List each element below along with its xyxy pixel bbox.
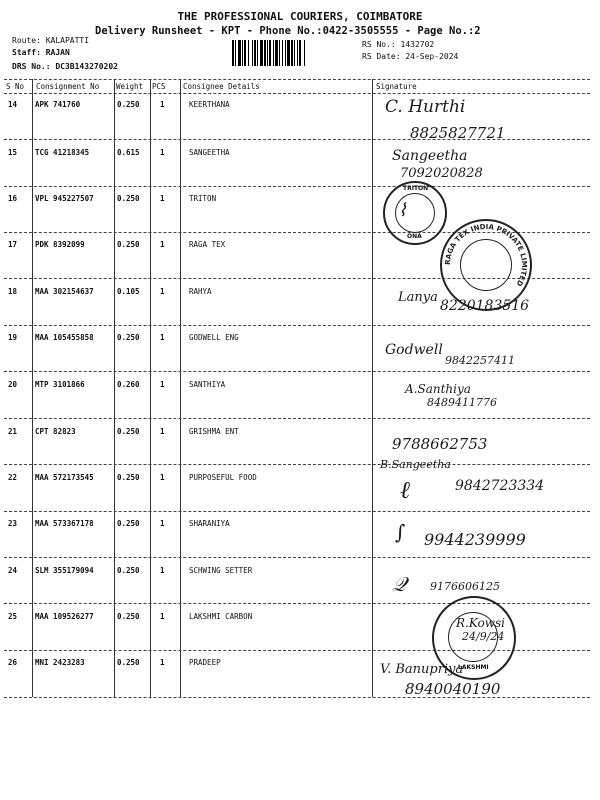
row-divider bbox=[4, 511, 590, 512]
row-consignee: LAKSHMI CARBON bbox=[189, 612, 253, 621]
route-label: Route: KALAPATTI bbox=[12, 36, 90, 45]
row-weight: 0.250 bbox=[117, 566, 140, 575]
row-consignee: SANTHIYA bbox=[189, 380, 226, 389]
row-sno: 19 bbox=[8, 333, 18, 342]
row-sno: 16 bbox=[8, 194, 18, 203]
signature-14-name: C. Hurthi bbox=[385, 97, 466, 117]
row-pcs: 1 bbox=[160, 194, 165, 203]
signature-25-name: R.Kowsi bbox=[456, 616, 505, 630]
signature-21-phone: 9788662753 bbox=[392, 435, 488, 453]
row-consignment-no: MAA 109526277 bbox=[35, 612, 94, 621]
row-pcs: 1 bbox=[160, 148, 165, 157]
row-sno: 20 bbox=[8, 380, 18, 389]
row-consignment-no: CPT 82823 bbox=[35, 427, 76, 436]
row-sno: 26 bbox=[8, 658, 18, 667]
signature-22-phone: 9842723334 bbox=[455, 478, 545, 494]
row-consignee: PRADEEP bbox=[189, 658, 221, 667]
row-divider bbox=[4, 371, 590, 372]
row-pcs: 1 bbox=[160, 473, 165, 482]
row-divider bbox=[4, 418, 590, 419]
row-consignment-no: MTP 3101866 bbox=[35, 380, 85, 389]
row-weight: 0.615 bbox=[117, 148, 140, 157]
col-header-weight: Weight bbox=[116, 82, 144, 91]
row-consignment-no: APK 741760 bbox=[35, 100, 81, 109]
svg-text:RAGA TEX INDIA PRIVATE LIMITED bbox=[444, 223, 528, 288]
signature-25-date: 24/9/24 bbox=[462, 630, 505, 643]
row-consignee: RAHYA bbox=[189, 287, 212, 296]
lakshmi-carbon-stamp: LAKSHMI bbox=[432, 596, 516, 680]
row-divider bbox=[4, 557, 590, 558]
row-consignee: RAGA TEX bbox=[189, 240, 226, 249]
row-divider bbox=[4, 325, 590, 326]
row-pcs: 1 bbox=[160, 566, 165, 575]
row-sno: 15 bbox=[8, 148, 18, 157]
row-weight: 0.250 bbox=[117, 612, 140, 621]
signature-20-phone: 8489411776 bbox=[427, 396, 497, 409]
row-weight: 0.250 bbox=[117, 100, 140, 109]
row-consignment-no: MAA 573367178 bbox=[35, 519, 94, 528]
row-consignee: GRISHMA ENT bbox=[189, 427, 239, 436]
row-consignee: TRITON bbox=[189, 194, 217, 203]
signature-26-name: V. Banupriya bbox=[380, 662, 464, 677]
signature-24-mark: 𝒬 bbox=[392, 572, 407, 596]
signature-22-mark: ℓ bbox=[400, 476, 410, 504]
row-pcs: 1 bbox=[160, 519, 165, 528]
row-pcs: 1 bbox=[160, 380, 165, 389]
raga-stamp-text: RAGA TEX INDIA PRIVATE LIMITED bbox=[443, 222, 529, 288]
row-sno: 21 bbox=[8, 427, 18, 436]
rs-number: RS No.: 1432702 bbox=[362, 40, 435, 49]
row-consignee: KEERTHANA bbox=[189, 100, 230, 109]
company-title: THE PROFESSIONAL COURIERS, COIMBATORE bbox=[177, 10, 423, 23]
row-consignee: GODWELL ENG bbox=[189, 333, 239, 342]
signature-18-phone: 8220183516 bbox=[440, 298, 530, 314]
signature-20-name: A.Santhiya bbox=[405, 382, 471, 396]
signature-23-mark: ∫ bbox=[395, 520, 406, 544]
row-consignment-no: SLM 355179094 bbox=[35, 566, 94, 575]
row-consignment-no: MAA 572173545 bbox=[35, 473, 94, 482]
row-sno: 14 bbox=[8, 100, 18, 109]
runsheet-subtitle: Delivery Runsheet - KPT - Phone No.:0422-3505555 - Page No.:2 bbox=[95, 25, 481, 37]
col-header-pcs: PCS bbox=[152, 82, 166, 91]
row-divider bbox=[4, 603, 590, 604]
row-consignment-no: MNI 2423283 bbox=[35, 658, 85, 667]
col-header-consignee: Consignee Details bbox=[183, 82, 260, 91]
table-top-rule bbox=[4, 79, 590, 80]
row-pcs: 1 bbox=[160, 287, 165, 296]
row-weight: 0.250 bbox=[117, 333, 140, 342]
signature-15-phone: 7092020828 bbox=[400, 166, 483, 181]
header-rule bbox=[4, 93, 590, 94]
row-consignment-no: PDK 8392099 bbox=[35, 240, 85, 249]
row-weight: 0.250 bbox=[117, 519, 140, 528]
col-divider bbox=[32, 79, 33, 697]
col-divider bbox=[372, 79, 373, 697]
row-weight: 0.250 bbox=[117, 658, 140, 667]
row-divider bbox=[4, 464, 590, 465]
signature-21-name: B.Sangeetha bbox=[380, 458, 451, 471]
row-pcs: 1 bbox=[160, 658, 165, 667]
row-consignment-no: MAA 302154637 bbox=[35, 287, 94, 296]
row-pcs: 1 bbox=[160, 333, 165, 342]
col-header-consignment: Consignment No bbox=[36, 82, 100, 91]
row-consignee: SCHWING SETTER bbox=[189, 566, 253, 575]
row-sno: 24 bbox=[8, 566, 18, 575]
rs-date: RS Date: 24-Sep-2024 bbox=[362, 52, 459, 61]
col-divider bbox=[114, 79, 115, 697]
row-sno: 25 bbox=[8, 612, 18, 621]
row-sno: 23 bbox=[8, 519, 18, 528]
row-weight: 0.250 bbox=[117, 427, 140, 436]
triton-company-stamp: TRITON ONA bbox=[383, 181, 447, 245]
row-consignee: SHARANIYA bbox=[189, 519, 230, 528]
row-consignee: PURPOSEFUL FOOD bbox=[189, 473, 257, 482]
row-divider bbox=[4, 697, 590, 698]
row-consignment-no: MAA 105455858 bbox=[35, 333, 94, 342]
row-divider bbox=[4, 186, 590, 187]
col-divider bbox=[150, 79, 151, 697]
signature-23-phone: 9944239999 bbox=[424, 530, 526, 549]
row-consignment-no: TCG 41218345 bbox=[35, 148, 90, 157]
row-pcs: 1 bbox=[160, 612, 165, 621]
staff-label: Staff: RAJAN bbox=[12, 48, 70, 57]
row-pcs: 1 bbox=[160, 240, 165, 249]
signature-19-phone: 9842257411 bbox=[445, 354, 515, 367]
row-weight: 0.105 bbox=[117, 287, 140, 296]
signature-14-phone: 8825827721 bbox=[410, 124, 506, 142]
signature-26-phone: 8940040190 bbox=[405, 680, 501, 698]
signature-15-name: Sangeetha bbox=[392, 148, 468, 164]
row-consignee: SANGEETHA bbox=[189, 148, 230, 157]
signature-16-mark: ⌇ bbox=[398, 200, 407, 221]
row-pcs: 1 bbox=[160, 100, 165, 109]
row-weight: 0.250 bbox=[117, 194, 140, 203]
col-header-signature: Signature bbox=[376, 82, 417, 91]
row-weight: 0.250 bbox=[117, 473, 140, 482]
drs-number: DRS No.: DC3B143270202 bbox=[12, 62, 118, 71]
col-header-sno: S No bbox=[6, 82, 25, 91]
col-divider bbox=[180, 79, 181, 697]
row-consignment-no: VPL 945227507 bbox=[35, 194, 94, 203]
row-sno: 17 bbox=[8, 240, 18, 249]
row-weight: 0.260 bbox=[117, 380, 140, 389]
barcode-image bbox=[232, 40, 352, 66]
row-sno: 18 bbox=[8, 287, 18, 296]
signature-18-name: Lanya bbox=[398, 290, 438, 305]
signature-19-name: Godwell bbox=[385, 342, 443, 358]
row-pcs: 1 bbox=[160, 427, 165, 436]
signature-24-phone: 9176606125 bbox=[430, 580, 500, 593]
row-weight: 0.250 bbox=[117, 240, 140, 249]
row-sno: 22 bbox=[8, 473, 18, 482]
